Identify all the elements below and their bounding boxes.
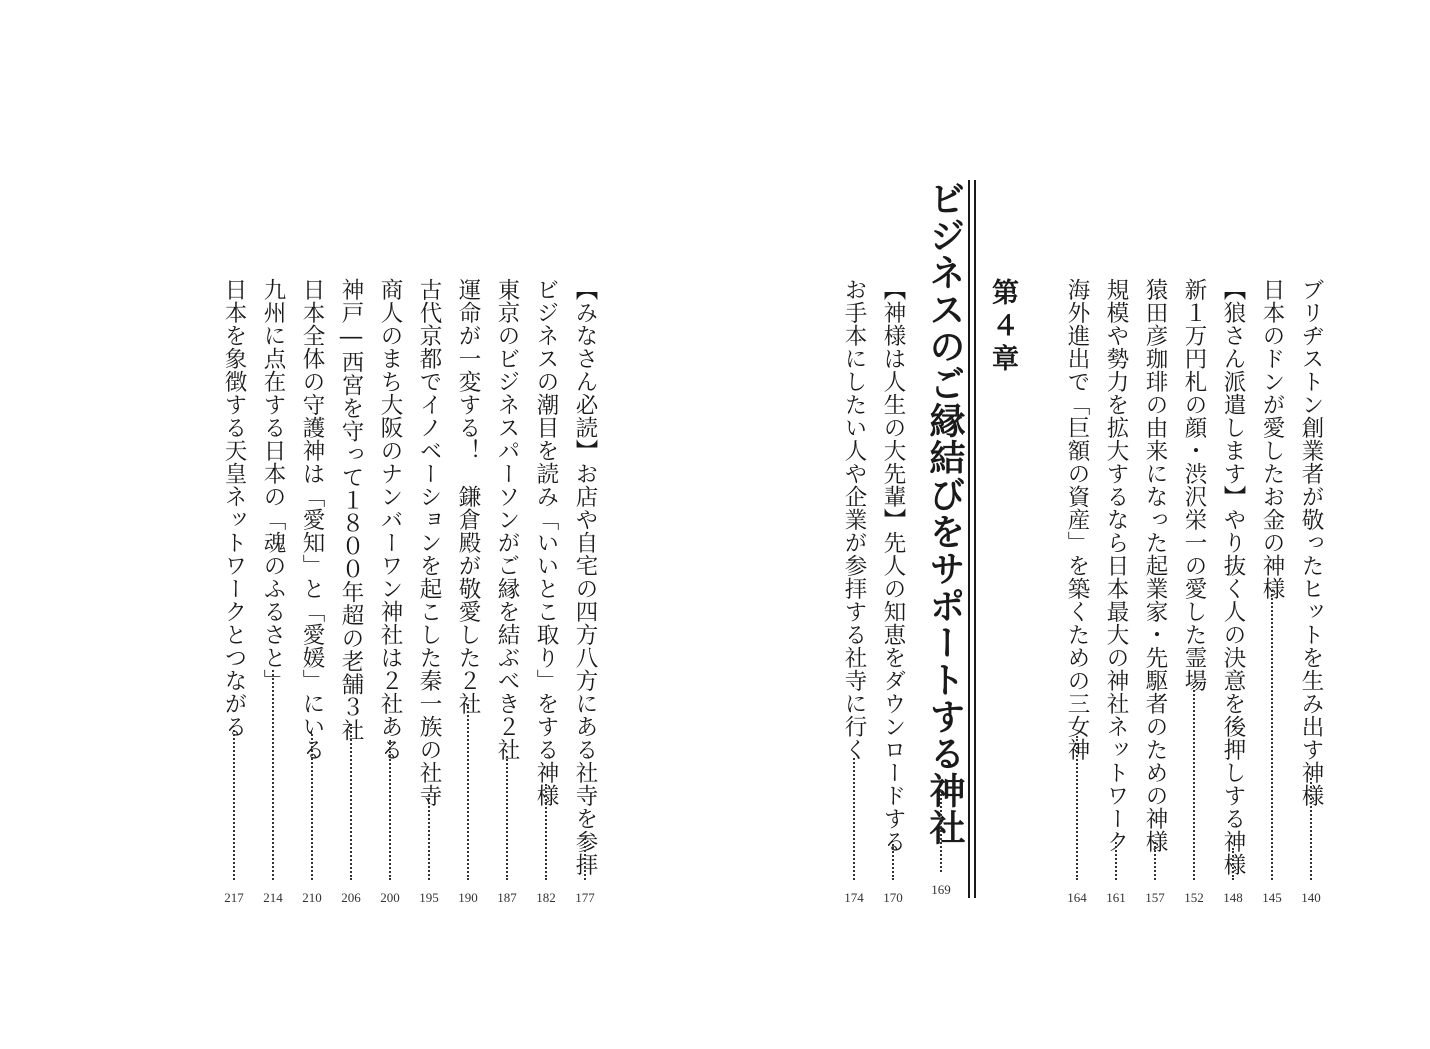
toc-entry-title: 神戸―西宮を守って１８００年超の老舗３社 [338, 278, 364, 742]
dot-leader [1310, 778, 1312, 880]
dot-leader [389, 740, 391, 880]
toc-entry-title: 運命が一変する！ 鎌倉殿が敬愛した２社 [455, 278, 481, 715]
toc-entry-page: 140 [1301, 890, 1321, 905]
toc-entry-title: ビジネスの潮目を読み「いいとこ取り」をする神様 [533, 278, 559, 807]
toc-entry-title: 日本を象徴する天皇ネットワークとつながる [221, 278, 247, 738]
toc-entry[interactable] [412, 278, 446, 906]
toc-entry-page: 217 [224, 890, 244, 905]
dot-leader [272, 670, 274, 880]
dot-leader [545, 784, 547, 880]
dot-leader [1076, 736, 1078, 880]
toc-entry-page: 157 [1145, 890, 1165, 905]
toc-entry-page: 174 [844, 890, 864, 905]
dot-leader [1154, 842, 1156, 880]
toc-entry-page: 177 [575, 890, 595, 905]
chapter-rule [974, 180, 976, 898]
toc-entry-title: お手本にしたい人や企業が参拝する社寺に行く [841, 278, 867, 761]
toc-entry[interactable] [837, 278, 871, 906]
dot-leader [1115, 842, 1117, 880]
toc-entry[interactable] [451, 278, 485, 906]
toc-entry-title: 海外進出で「巨額の資産」を築くための三女神 [1064, 278, 1090, 761]
toc-entry[interactable] [1060, 278, 1094, 906]
toc-entry[interactable] [1138, 278, 1172, 906]
toc-entry-page: 200 [380, 890, 400, 905]
toc-entry-title: 古代京都でイノベーションを起こした秦一族の社寺 [416, 278, 442, 807]
toc-entry-title: ブリヂストン創業者が敬ったヒットを生み出す神様 [1298, 278, 1324, 807]
toc-entry-page: 148 [1223, 890, 1243, 905]
dot-leader [350, 724, 352, 880]
toc-entry[interactable] [568, 278, 602, 906]
toc-entry-title: 【みなさん必読】お店や自宅の四方八方にある社寺を参拝 [572, 278, 598, 876]
toc-entry-title: 日本のドンが愛したお金の神様 [1259, 278, 1285, 600]
toc-entry[interactable] [217, 278, 251, 906]
toc-entry-title: 東京のビジネスパーソンがご縁を結ぶべき２社 [494, 278, 520, 761]
toc-entry[interactable] [1177, 278, 1211, 906]
toc-entry[interactable] [876, 278, 910, 906]
chapter-title: ビジネスのご縁結びをサポートする神社 [924, 180, 965, 846]
dot-leader [853, 758, 855, 880]
toc-entry-page: 182 [536, 890, 556, 905]
toc-entry[interactable] [529, 278, 563, 906]
dot-leader [233, 730, 235, 880]
toc-entry[interactable] [334, 278, 368, 906]
toc-entry[interactable] [256, 278, 290, 906]
toc-entry-title: 【狼さん派遣します】やり抜く人の決意を後押しする神様 [1220, 278, 1246, 876]
toc-entry-page: 145 [1262, 890, 1282, 905]
toc-entry-title: 【神様は人生の大先輩】先人の知恵をダウンロードする [880, 278, 906, 853]
chapter-label: 第４章 [987, 278, 1018, 377]
dot-leader [940, 790, 942, 872]
toc-entry-page: 214 [263, 890, 283, 905]
toc-entry-title: 商人のまち大阪のナンバーワン神社は２社ある [377, 278, 403, 761]
toc-entry-page: 164 [1067, 890, 1087, 905]
dot-leader [506, 756, 508, 880]
toc-entry-page: 190 [458, 890, 478, 905]
dot-leader [892, 844, 894, 880]
toc-entry-title: 新１万円札の顔・渋沢栄一の愛した霊場 [1181, 278, 1207, 692]
toc-entry-page: 195 [419, 890, 439, 905]
toc-entry-title: 九州に点在する日本の「魂のふるさと」 [260, 278, 286, 692]
chapter-heading[interactable] [918, 180, 970, 880]
toc-entry-page: 206 [341, 890, 361, 905]
dot-leader [1193, 686, 1195, 880]
toc-entry[interactable] [373, 278, 407, 906]
dot-leader [467, 704, 469, 880]
dot-leader [428, 794, 430, 880]
dot-leader [1232, 848, 1234, 880]
toc-entry-page: 187 [497, 890, 517, 905]
toc-entry-title: 規模や勢力を拡大するなら日本最大の神社ネットワーク [1103, 278, 1129, 853]
toc-entry[interactable] [490, 278, 524, 906]
toc-entry-page: 161 [1106, 890, 1126, 905]
toc-entry-page: 152 [1184, 890, 1204, 905]
toc-entry-title: 日本全体の守護神は「愛知」と「愛媛」にいる [299, 278, 325, 761]
toc-entry[interactable] [1216, 278, 1250, 906]
dot-leader [1271, 590, 1273, 880]
dot-leader [584, 838, 586, 880]
toc-entry-page: 170 [883, 890, 903, 905]
toc-entry-title: 猿田彦珈琲の由来になった起業家・先駆者のための神様 [1142, 278, 1168, 853]
toc-entry[interactable] [1255, 278, 1289, 906]
toc-entry-page: 210 [302, 890, 322, 905]
toc-entry[interactable] [295, 278, 329, 906]
toc-entry[interactable] [1099, 278, 1133, 906]
dot-leader [311, 734, 313, 880]
toc-entry[interactable] [1294, 278, 1328, 906]
chapter-page: 169 [931, 882, 951, 897]
